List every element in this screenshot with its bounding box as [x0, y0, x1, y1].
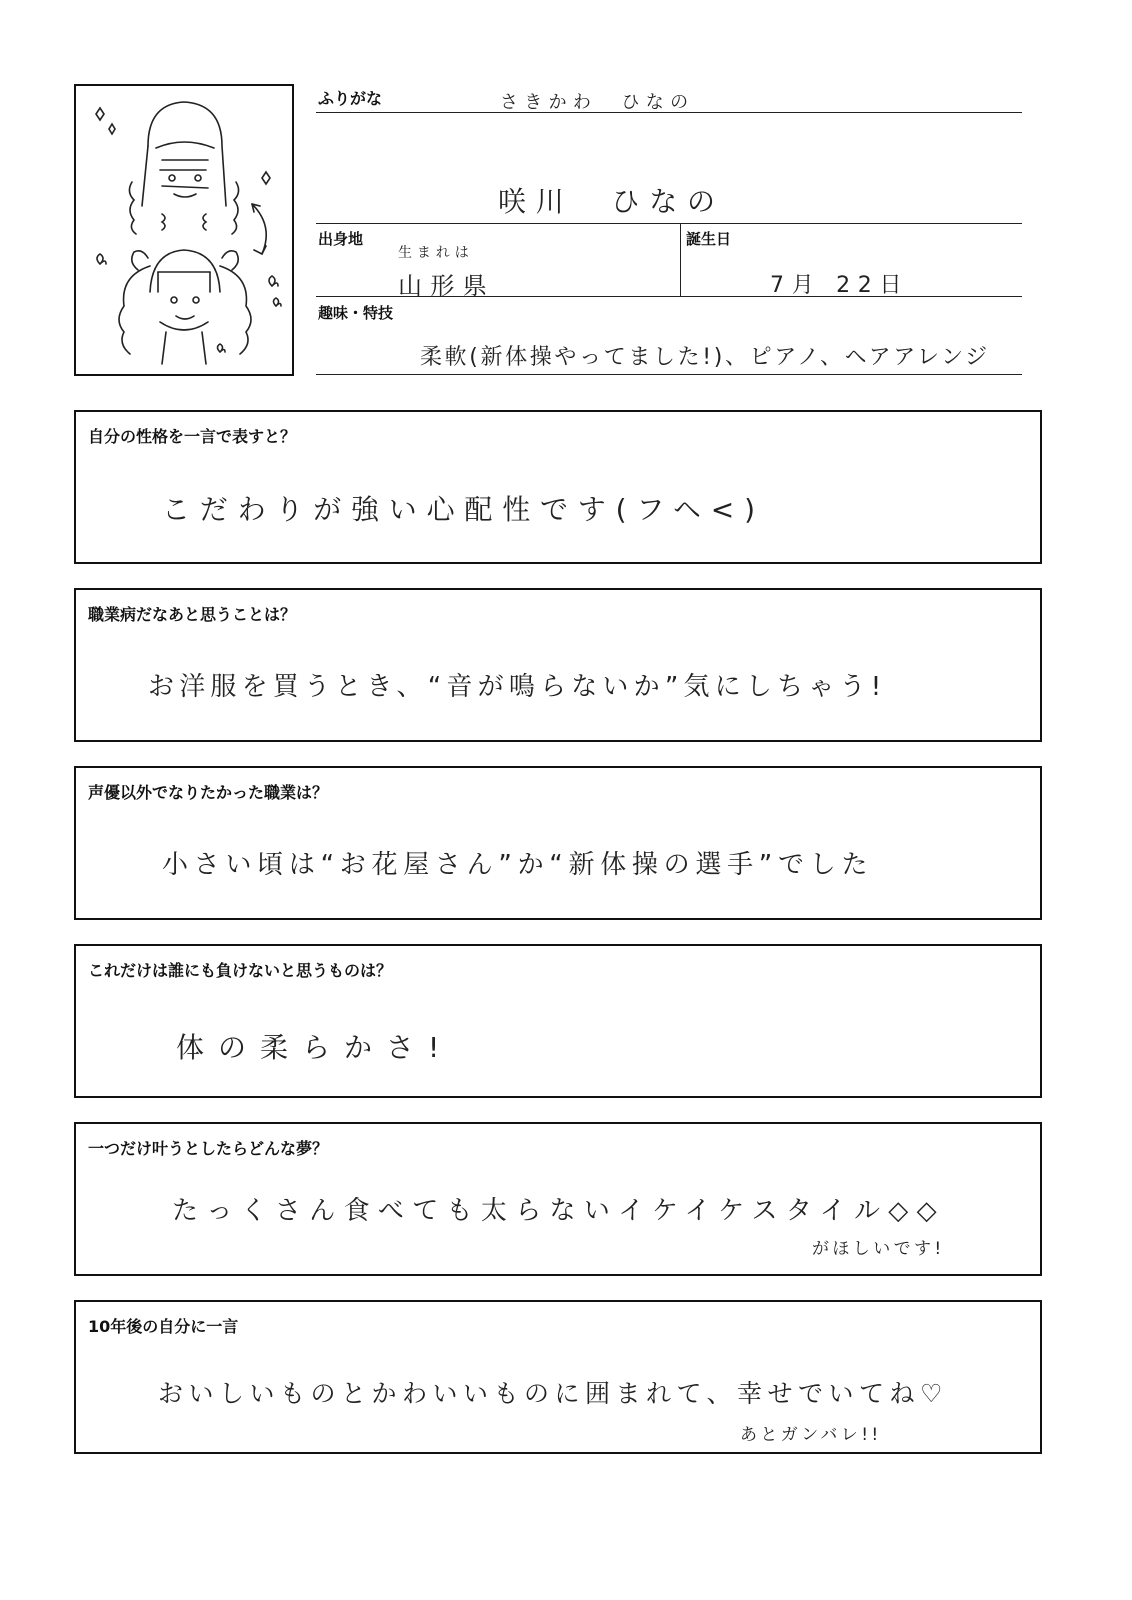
- answer-subtext: あとガンバレ!!: [740, 1425, 882, 1445]
- divider: [316, 374, 1022, 375]
- answer-text: たっくさん食べても太らないイケイケスタイル◇◇: [172, 1196, 945, 1226]
- birthplace-label: 出身地: [318, 230, 364, 248]
- answer-text: 体の柔らかさ!: [176, 1031, 454, 1064]
- furigana-value: さきかわ ひなの: [500, 92, 695, 113]
- hand-drawn-portrait-icon: [76, 86, 292, 374]
- name-value: 咲川 ひなの: [498, 185, 725, 218]
- hobby-label: 趣味・特技: [318, 304, 394, 322]
- birthplace-value: 山形県: [398, 272, 496, 300]
- hobby-value: 柔軟(新体操やってました!)、ピアノ、ヘアアレンジ: [420, 345, 990, 370]
- question-label: 職業病だなあと思うことは？: [88, 605, 297, 624]
- divider: [316, 112, 1022, 113]
- divider: [316, 223, 1022, 224]
- question-box-occupational-habit: [74, 588, 1042, 742]
- question-box-dream: [74, 1122, 1042, 1276]
- answer-text: 小さい頃は“お花屋さん”か“新体操の選手”でした: [162, 850, 874, 880]
- answer-subtext: がほしいです!: [812, 1239, 945, 1259]
- question-label: これだけは誰にも負けないと思うものは？: [88, 961, 393, 980]
- question-label: 一つだけ叶うとしたらどんな夢？: [88, 1139, 329, 1158]
- question-label: 10年後の自分に一言: [88, 1317, 239, 1336]
- birthday-value: 7月 22日: [770, 273, 910, 298]
- answer-text: お洋服を買うとき、“音が鳴らないか”気にしちゃう!: [148, 672, 887, 702]
- birthday-label: 誕生日: [686, 230, 732, 248]
- divider: [680, 224, 681, 296]
- portrait-illustration: [74, 84, 294, 376]
- divider: [316, 296, 1022, 297]
- question-box-unbeatable: [74, 944, 1042, 1098]
- question-box-personality: [74, 410, 1042, 564]
- question-box-message-to-future-self: [74, 1300, 1042, 1454]
- answer-text: こだわりが強い心配性です(フヘ<): [162, 493, 765, 526]
- birthplace-note: 生まれは: [398, 245, 474, 261]
- question-label: 声優以外でなりたかった職業は？: [88, 783, 329, 802]
- answer-text: おいしいものとかわいいものに囲まれて、幸せでいてね♡: [158, 1379, 948, 1408]
- question-label: 自分の性格を一言で表すと？: [88, 427, 297, 446]
- question-box-other-dream-job: [74, 766, 1042, 920]
- furigana-label: ふりがな: [318, 89, 383, 108]
